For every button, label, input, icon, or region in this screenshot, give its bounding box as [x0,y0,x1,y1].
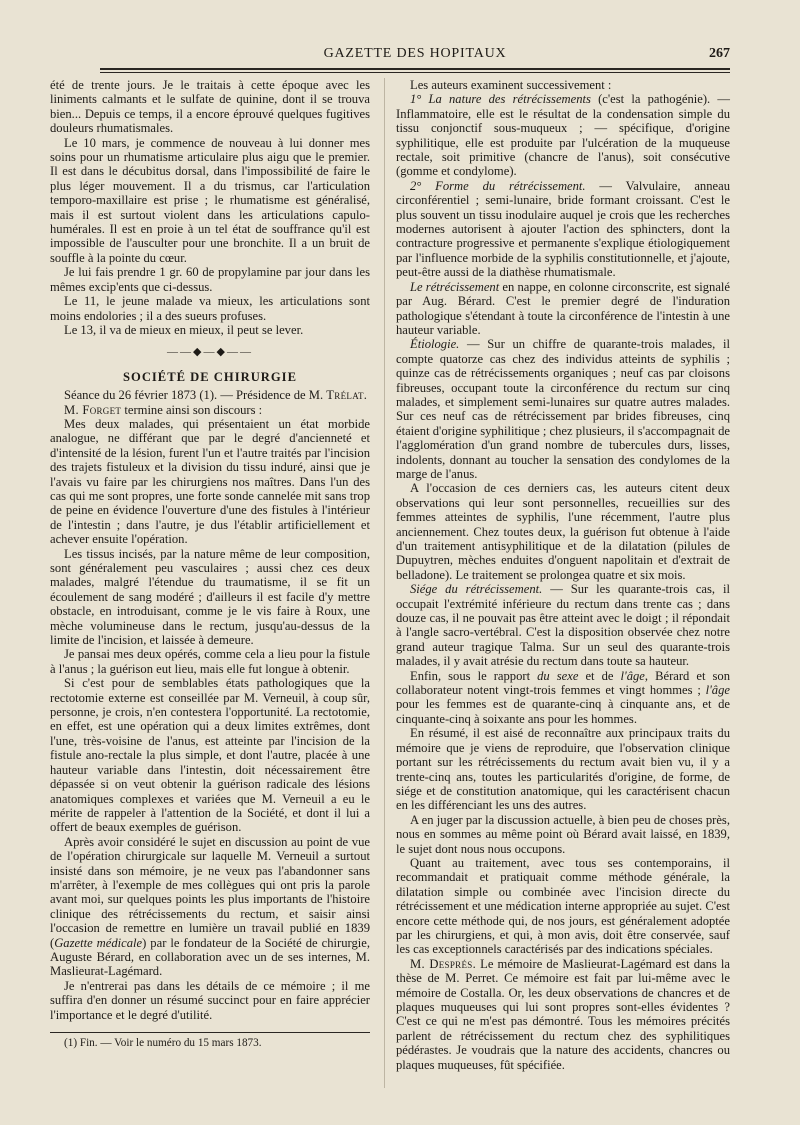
paragraph [396,669,730,727]
speaker-name: M. Després. [410,956,477,971]
text-run: pour les femmes est de quarante-cinq à cinquante ans, et de cinquante-cinq à soixante ans pour les hommes. [396,697,730,726]
page-header [100,44,730,66]
section-ornament: ——◆—◆—— [167,346,253,359]
emphasis: du sexe [537,668,579,683]
running-title: GAZETTE DES HOPITAUX [323,46,507,61]
paragraph: Mes deux malades, qui présentaient un état morbide analogue, ne différant que par le degré d'ancienneté et d'intensité de la lésion, furent l'un et l'autre traités par l'incision des trajets fistuleux et la division du tissu induré, ainsi que je l'avais vu faire par les chirurgiens nos maîtres. Dans l'un des cas qui me sont propres, une forte sonde cannelée mit sans trop de peine en évidence l'ouverture d'une des fistules à l'intérieur de l'intestin ; dans l'autre, je dus l'établir artificiellement et achever ensuite l'opération. [50,416,370,547]
text-run: Le mémoire de Maslieurat-Lagémard est dans la thèse de M. Perret. Ce mémoire est fait par lui-même avec le mémoire de Costalla. Or, les deux observations de chancres et de plaques muqueuses qui lui sont propres sont-elles évidentes ? C'est ce qui ne m'est pas démontré. Tous les mémoires précités parlent de rétrécissement du rectum chez des syphilitiques pédérastes. Je voudrais que la nature des accidents, chancres ou plaques muqueuses, fût spécifiée. [396,956,730,1072]
subheading: Siége du rétrécissement. [410,582,543,597]
text-run: — Sur les quarante-trois cas, il occupait l'extrémité inférieure du rectum dans trente cas ; dans douze cas, il ne pouvait pas être atteint avec le doigt ; il répondait à l'angle sacro-vertébral. C'est la disposition observée chez notre grand auteur tragique Talma. Sur un seul des quarante-trois malades, il y avait atrésie du rectum dans toute sa hauteur. [396,582,730,669]
page-number: 267 [709,46,730,61]
paragraph [396,179,730,280]
paragraph: Si c'est pour de semblables états pathologiques que la rectotomie externe est conseillée par M. Verneuil, à coup sûr, personne, je crois, n'en contestera l'opportunité. La rectotomie, en effet, est une opération qui a deux limites extrêmes, dont l'une, très-voisine de l'anus, est atteinte par l'incision de la fistule ano-rectale la plus simple, et dont l'autre, placée à une hauteur variable dans l'intestin, doit nécessairement être dépassée si on veut obtenir la guérison radicale des lésions anatomiques complexes et variées que M. Verneuil a eu le mérite de rappeler à l'attention de la Société, et dont il lui a offert de beaux exemples de guérison. [50,676,370,835]
emphasis: l'âge [620,668,645,683]
header-rule [100,68,730,70]
paragraph: En résumé, il est aisé de reconnaître aux principaux traits du mémoire que je viens de reproduire, que l'observation clinique portant sur les rétrécissements du rectum avait bien vu, il y a trente-cinq ans, toutes les particularités d'origine, de forme, de siége et de constitution anatomique, qui les caractérisent chacun en les différenciant les uns des autres. [396,726,730,813]
paragraph [50,403,370,417]
right-column [396,78,730,1072]
column-divider [384,78,385,1088]
paragraph: Le 11, le jeune malade va mieux, les articulations sont moins endolories ; il a des sueurs profuses. [50,294,370,323]
text-run: Après avoir considéré le sujet en discussion au point de vue de l'opération chirurgicale sur laquelle M. Verneuil a surtout insisté dans son mémoire, je ne veux pas l'abandonner sans m'arrêter, à l'exemple de mes collègues qui ont pris la parole avant moi, sur quelques points les plus importants de l'histoire clinique des rétrécissements du rectum, et saisir ainsi l'occasion de remettre en lumière un travail publié en 1839 ( [50,834,370,950]
emphasis: l'âge [705,683,730,698]
president-name: Trélat. [326,388,368,403]
journal-title: Gazette médicale [54,935,143,950]
paragraph [396,337,730,481]
paragraph: Les auteurs examinent successivement : [410,78,612,92]
footnote: (1) Fin. — Voir le numéro du 15 mars 1873. [64,1037,262,1049]
paragraph: Je lui fais prendre 1 gr. 60 de propylamine par jour dans les mêmes excip'ents que ci-dessus. [50,265,370,294]
text-run: — Sur un chiffre de quarante-trois malades, il compte quatorze cas chez des individus atteints de syphilis ; quinze cas de rétrécissements organiques ; neuf cas par cloisons fibreuses, occupant toute la circonférence du rectum sur cinq malades, et simplement semi-lunaires sur quatre autres malades. Sur ces neuf cas de rétrécissement par brides fibreuses, cinq étaient d'origine syphilitique ; chez plusieurs, il s'accompagnait de l'agglomération d'un grand nombre de tubercules durs, lisses, indolents, donnant au toucher la sensation des condylomes de la marge de l'anus. [396,337,730,481]
subheading: 1° La nature des rétrécissements [410,92,591,107]
paragraph [396,92,730,178]
paragraph: Les tissus incisés, par la nature même de leur composition, sont généralement peu vasculaires ; aussi chez ces deux malades, malgré l'étendue du traumatisme, il se fit un écoulement de sang modéré ; d'ailleurs il est facile d'y mettre obstacle, en introduisant, comme je le vis faire à Roux, une mèche volumineuse dans le rectum, jusqu'au-dessus de la limite de l'incision, et laissée à demeure. [50,546,370,648]
paragraph: été de trente jours. Je le traitais à cette époque avec les liniments calmants et le sulfate de quinine, dont il se trouva bien... Depuis ce temps, il a encore éprouvé quelques fugitives douleurs rhumatismales. [50,78,370,136]
paragraph: A l'occasion de ces derniers cas, les auteurs citent deux observations qui leur sont personnelles, recueillies sur des femmes atteintes de syphilis, l'une récemment, l'autre plus anciennement. Chez toutes deux, la guérison fut obtenue à l'aide d'un traitement antisyphilitique et de la dilatation (pilules de Dupuytren, mèches enduites d'onguent napolitain et d'extrait de belladone). Le traitement se prolongea quatre et six mois. [396,481,730,582]
paragraph: Quant au traitement, avec tous ses contemporains, il recommandait et pratiquait comme méthode générale, la dilatation simple ou combinée avec l'incision directe du rétrécissement et une médication interne appropriée au sujet. C'est encore cette méthode qui, de nos jours, est généralement adoptée par les chirurgiens, et qui, à mon avis, doit être conservée, sauf les cas exceptionnels caractérisés par des indications spéciales. [396,855,730,957]
paragraph: Le 10 mars, je commence de nouveau à lui donner mes soins pour un rhumatisme articulaire plus aigu que le premier. Il est dans le décubitus dorsal, dans l'impossibilité de faire le plus léger mouvement. Il a du trismus, car l'articulation temporo-maxillaire est prise ; le rhumatisme est généralisé, mais il est surtout violent dans les articulations capulo-humérales. Il est en proie à un tel état de souffrance qu'il est impossible de l'ausculter pour une bronchite. Il a un bruit de souffle à la pointe du cœur. [50,135,370,265]
paragraph: Je n'entrerai pas dans les détails de ce mémoire ; il me suffira d'en donner un résumé succinct pour en faire apprécier l'importance et le degré d'utilité. [50,978,370,1022]
paragraph [396,582,730,668]
subheading: Étiologie. [410,337,460,352]
paragraph: A en juger par la discussion actuelle, à bien peu de choses près, nous en sommes au même point où Bérard avait laissé, en 1839, le sujet dont nous nous occupons. [396,812,730,856]
session-line [50,388,370,402]
text-run: Enfin, sous le rapport [410,668,538,683]
subheading: 2° Forme du rétrécissement. [410,178,586,193]
subheading: Le rétrécissement [410,279,500,294]
paragraph: Je pansai mes deux opérés, comme cela a lieu pour la fistule à l'anus ; la guérison eut lieu, mais elle fut longue à obtenir. [50,647,370,676]
session-text: Séance du 26 février 1873 (1). — Présidence de M. [64,388,324,403]
speaker-intro: termine ainsi son discours : [124,402,263,417]
text-run: et de [578,668,621,683]
text-run: en nappe, en colonne circonscrite, est signalé par Aug. Bérard. C'est le premier degré de l'induration pathologique s'étendant à toute la circonférence de l'intestin à une hauteur variable. [396,279,730,337]
text-run: ) par le fondateur de la Société de chirurgie, Auguste Bérard, en collaboration avec un de ses internes, M. Maslieurat-Lagémard. [50,935,370,979]
footnote-rule [50,1032,370,1033]
paragraph: Le 13, il va de mieux en mieux, il peut se lever. [64,322,304,337]
text-run: , Bérard et son collaborateur notent vingt-trois femmes et vingt hommes ; [396,668,731,698]
paragraph [396,957,730,1072]
paragraph [396,280,730,338]
text-run: (c'est la pathogénie). — Inflammatoire, elle est le résultat de la condensation simple du tissu conjonctif sous-muqueux ; — spécifique, d'origine syphilitique, elle est produite par l'ulcération de la muqueuse rectale, soit primitive (chancre de l'anus), soit consécutive (gomme et condylome). [396,92,730,179]
speaker-name: M. Forget [64,402,122,417]
left-column [50,78,370,1050]
text-run: — Valvulaire, anneau circonférentiel ; semi-lunaire, bride formant croissant. C'est le plus souvent un tissu inodulaire auquel je crois que les recherches modernes autorisent à ajouter l'action des sphincters, dont la contracture progressive et permanente s'explique étiologiquement par l'influence morbide de la syphilis constitutionnelle, et j'ajoute, peut-être aussi de la diathèse rhumatismale. [396,178,730,280]
header-rule-thin [100,72,730,73]
section-title: SOCIÉTÉ DE CHIRURGIE [123,369,297,384]
paragraph [50,835,370,979]
